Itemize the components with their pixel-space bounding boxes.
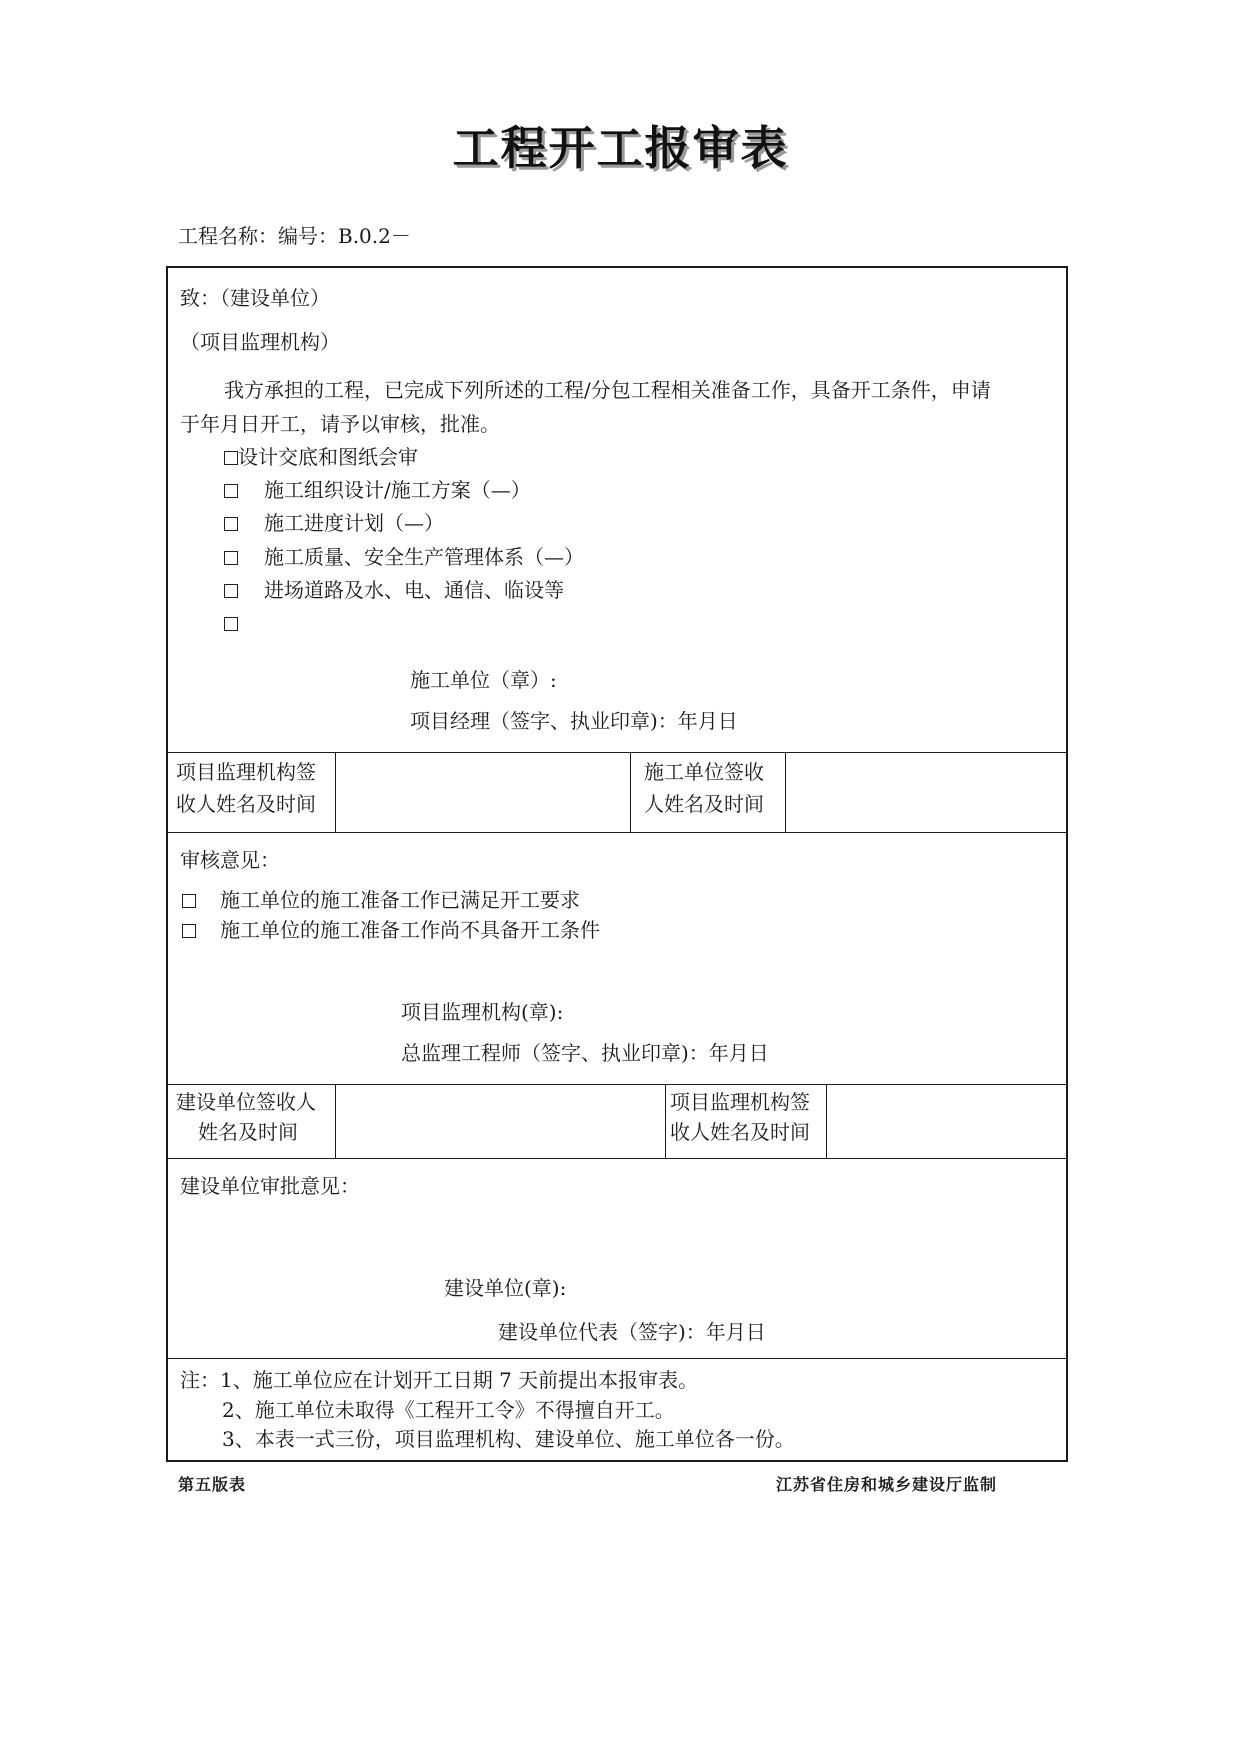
issuer: 江苏省住房和城乡建设厅监制	[776, 1475, 998, 1494]
checklist-item: 施工质量、安全生产管理体系（—）	[224, 545, 584, 569]
contractor-seal-label: 施工单位（章）:	[410, 668, 557, 692]
review-option: 施工单位的施工准备工作尚不具备开工条件	[182, 918, 600, 942]
client-representative-signature-label: 建设单位代表（签字)：年月日	[498, 1320, 766, 1344]
checkbox[interactable]	[224, 517, 238, 531]
addressee-supervisor: （项目监理机构）	[180, 330, 340, 354]
checklist-item: 施工组织设计/施工方案（—）	[224, 478, 531, 502]
review-heading: 审核意见：	[180, 848, 280, 872]
note-1: 注：1、施工单位应在计划开工日期 7 天前提出本报审表。	[180, 1368, 699, 1392]
project-manager-signature-label: 项目经理（签字、执业印章)：年月日	[410, 709, 738, 733]
checkbox[interactable]	[182, 924, 196, 938]
report-form	[166, 266, 1068, 1462]
checkbox[interactable]	[182, 894, 196, 908]
note-2: 2、施工单位未取得《工程开工令》不得擅自开工。	[222, 1398, 675, 1422]
chief-supervisor-signature-label: 总监理工程师（签字、执业印章)：年月日	[401, 1041, 769, 1065]
checkbox[interactable]	[224, 617, 238, 631]
addressee-client: 致：（建设单位）	[180, 286, 330, 310]
supervisor-receipt-label: 项目监理机构签 收人姓名及时间	[176, 760, 316, 816]
checklist-item: 进场道路及水、电、通信、临设等	[224, 578, 564, 602]
project-name-and-number: 工程名称：编号：B.0.2－	[178, 224, 411, 248]
contractor-receipt-label: 施工单位签收 人姓名及时间	[644, 760, 764, 816]
review-option: 施工单位的施工准备工作已满足开工要求	[182, 888, 580, 912]
note-3: 3、本表一式三份，项目监理机构、建设单位、施工单位各一份。	[222, 1427, 795, 1451]
client-receipt-label: 建设单位签收人 姓名及时间	[176, 1090, 316, 1144]
application-body-line1: 我方承担的工程，已完成下列所述的工程/分包工程相关准备工作，具备开工条件，申请	[224, 378, 991, 402]
document-title: 工程开工报审表	[452, 121, 789, 175]
checklist-item: 施工进度计划（—）	[224, 511, 444, 535]
supervisor-seal-label: 项目监理机构(章):	[401, 1000, 564, 1024]
client-seal-label: 建设单位(章):	[444, 1276, 567, 1300]
checkbox[interactable]	[224, 551, 238, 565]
checkbox[interactable]	[224, 584, 238, 598]
checklist-item	[224, 611, 264, 635]
checkbox[interactable]	[224, 484, 238, 498]
checkbox[interactable]	[224, 451, 238, 465]
approval-heading: 建设单位审批意见：	[180, 1174, 360, 1198]
supervisor-receipt-label-2: 项目监理机构签 收人姓名及时间	[670, 1090, 810, 1144]
form-edition: 第五版表	[178, 1475, 247, 1494]
checklist-item: 设计交底和图纸会审	[224, 445, 418, 469]
application-body-line2: 于年月日开工，请予以审核，批准。	[180, 412, 500, 436]
